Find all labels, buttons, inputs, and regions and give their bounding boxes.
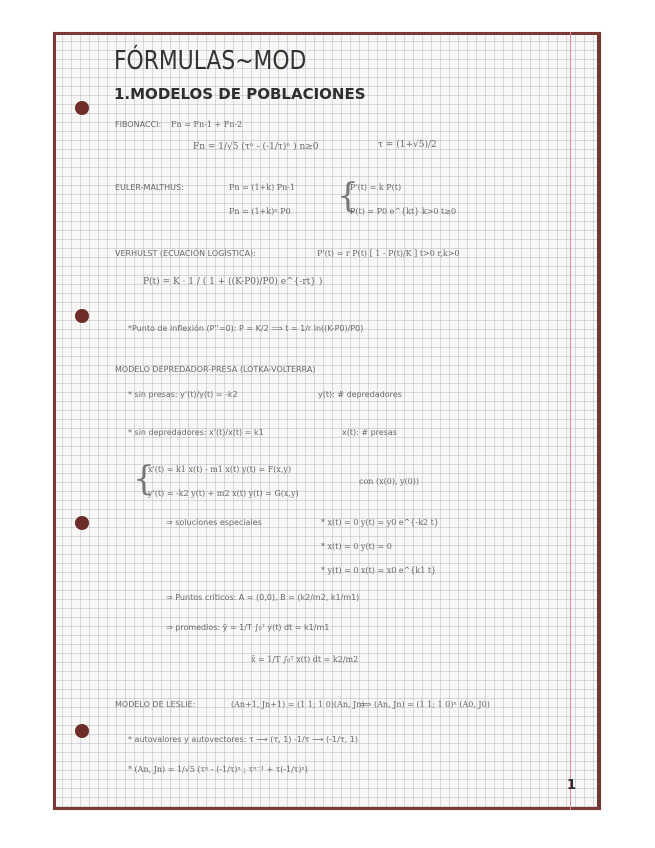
page-edge-bottom [53, 807, 601, 810]
page-edge-left [53, 32, 56, 810]
binder-hole [75, 309, 89, 323]
average-y: ⇒ promedios: ȳ = 1/T ∫₀ᵀ y(t) dt = k1/m1 [166, 623, 330, 632]
brace: { [337, 176, 359, 216]
euler-malthus-ode: P'(t) = k P(t) [350, 183, 402, 192]
special-solution-2: * x(t) = 0 y(t) = 0 [321, 542, 392, 551]
eigen-pairs: * autovalores y autovectores: τ ⟶ (τ, 1) -1/τ ⟶ (-1/τ, 1) [128, 735, 358, 744]
fibonacci-recurrence: Fn = Fn-1 + Fn-2 [171, 120, 243, 129]
page-title: FÓRMULAS~MOD [114, 46, 307, 76]
euler-malthus-label: EULER-MALTHUS: [115, 183, 184, 192]
page-edge-top [53, 32, 601, 35]
no-prey-note: y(t): # depredadores [318, 390, 402, 399]
no-prey-equation: * sin presas: y'(t)/y(t) = -k2 [128, 390, 238, 399]
euler-malthus-solution: P(t) = P0 e^{kt} k>0 t≥0 [350, 207, 457, 216]
verhulst-equation: P'(t) = r P(t) [ 1 - P(t)/K ] t>0 r,k>0 [317, 249, 460, 258]
leslie-matrix-equation: (An+1, Jn+1) = (1 1; 1 0)(An, Jn) [231, 700, 365, 709]
critical-points: ⇒ Puntos críticos: A = (0,0), B = (k2/m2, k1/m1) [166, 593, 360, 602]
leslie-closed-form: * (An, Jn) = 1/√5 (τⁿ - (-1/τ)ⁿ ; τⁿ⁻¹ + τ(-1/τ)ⁿ) [128, 765, 308, 774]
binder-hole [75, 724, 89, 738]
section-heading: 1.MODELOS DE POBLACIONES [114, 85, 366, 103]
special-solution-3: * y(t) = 0 x(t) = x0 e^{k1 t} [321, 566, 437, 575]
brace: { [133, 459, 155, 499]
page-number: 1 [567, 778, 577, 793]
system-equation-y: y'(t) = -k2 y(t) + m2 x(t) y(t) = G(x,y) [148, 489, 299, 498]
fibonacci-label: FIBONACCI: [115, 120, 162, 129]
average-x: x̄ = 1/T ∫₀ᵀ x(t) dt = k2/m2 [251, 655, 359, 664]
euler-malthus-discrete-step: Pn = (1+k) Pn-1 [229, 183, 296, 192]
verhulst-label: VERHULST (ECUACIÓN LOGÍSTICA): [115, 249, 256, 258]
lotka-volterra-label: MODELO DEPREDADOR-PRESA (LOTKA-VOLTERRA) [115, 365, 316, 374]
inflection-point: *Punto de inflexión (P''=0): P = K/2 ⟹ t = 1/r ln((K-P0)/P0) [128, 324, 364, 333]
margin-line [570, 32, 571, 810]
no-predators-equation: * sin depredadores: x'(t)/x(t) = k1 [128, 428, 264, 437]
euler-malthus-discrete-closed: Pn = (1+k)ⁿ P0 [229, 207, 291, 216]
binder-hole [75, 101, 89, 115]
system-equation-x: x'(t) = k1 x(t) - m1 x(t) y(t) = F(x,y) [148, 465, 292, 474]
fibonacci-closed-form: Fn = 1/√5 (τⁿ - (-1/τ)ⁿ ) n≥0 [193, 142, 319, 152]
verhulst-solution: P(t) = K · 1 / ( 1 + ((K-P0)/P0) e^{-rt} ) [143, 277, 323, 287]
golden-ratio: τ = (1+√5)/2 [378, 140, 437, 150]
leslie-label: MODELO DE LESLIE: [115, 700, 196, 709]
page-edge-right [597, 32, 601, 810]
initial-condition: con (x(0), y(0)) [359, 477, 420, 486]
notebook-page [53, 32, 601, 810]
no-predators-note: x(t): # presas [342, 428, 397, 437]
leslie-power-form: ⟹ (An, Jn) = (1 1; 1 0)ⁿ (A0, J0) [360, 700, 490, 709]
special-solution-1: * x(t) = 0 y(t) = y0 e^{-k2 t} [321, 518, 439, 527]
special-solutions-label: ⇒ soluciones especiales [166, 518, 262, 527]
binder-hole [75, 516, 89, 530]
